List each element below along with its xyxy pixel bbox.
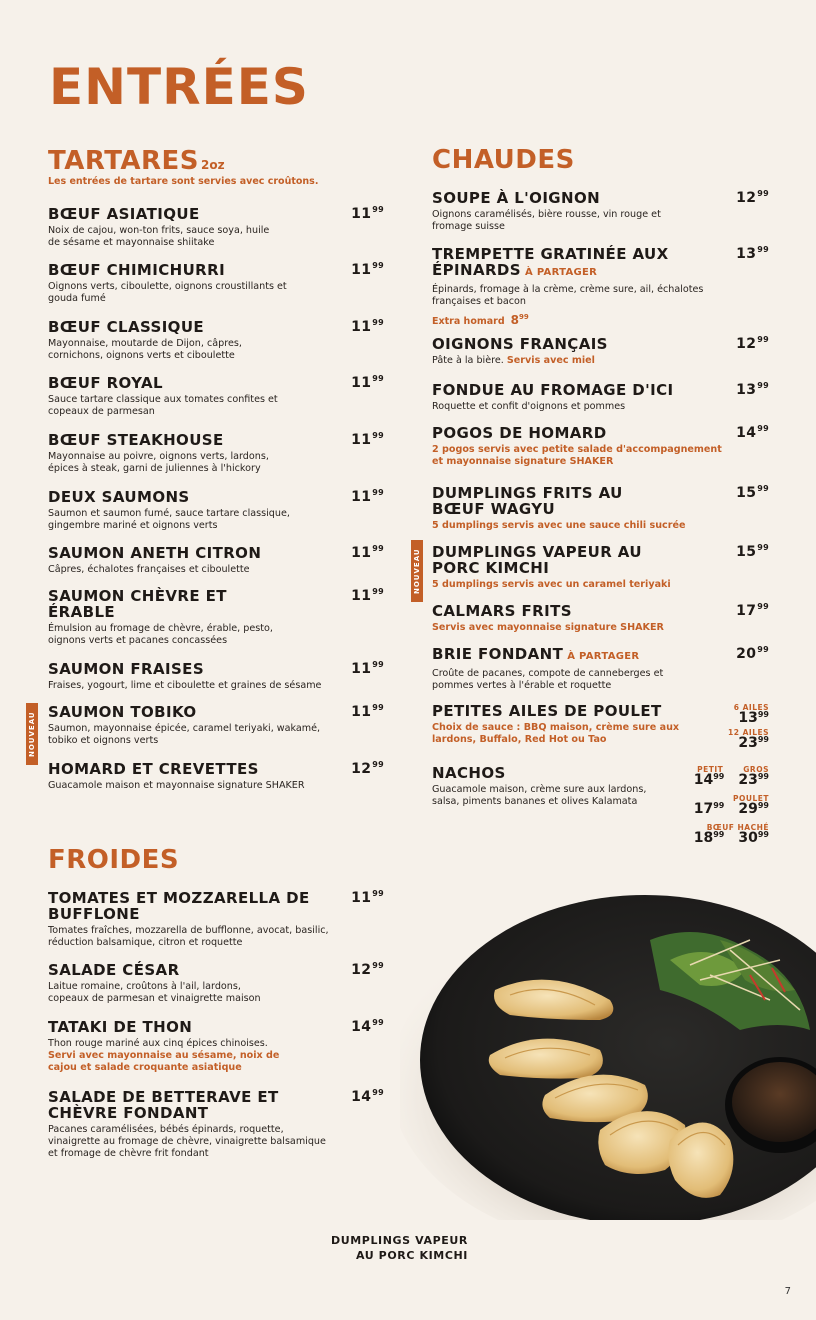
item-name: SAUMON CHÈVRE ET ÉRABLE	[48, 587, 227, 621]
menu-item	[48, 661, 384, 692]
price-main: 11	[351, 206, 372, 222]
nachos-prices	[694, 765, 769, 846]
menu-item	[48, 375, 384, 418]
menu-item	[48, 1019, 384, 1074]
price-cents: 99	[372, 544, 384, 553]
item-description: Guacamole maison, crème sure aux lardons, salsa, piments bananes et olives Kalamata	[432, 784, 647, 807]
menu-item	[432, 190, 769, 233]
menu-item	[432, 544, 769, 591]
item-name: BŒUF ASIATIQUE	[48, 205, 200, 223]
item-name: POGOS DE HOMARD	[432, 424, 607, 442]
price-cents: 99	[372, 961, 384, 970]
addon-label: Extra homard	[432, 316, 505, 327]
price-main: 11	[351, 588, 372, 604]
item-name: PETITES AILES DE POULET	[432, 702, 662, 720]
addon-price-cents: 99	[519, 313, 529, 321]
price-main: 23	[738, 772, 758, 788]
item-price	[351, 704, 384, 720]
size-label-gros: GROS	[743, 765, 769, 774]
price-cents: 99	[757, 735, 769, 744]
price-main: 17	[693, 801, 714, 817]
item-description: Fraises, yogourt, lime et ciboulette et graines de sésame	[48, 680, 322, 691]
item-name: BŒUF CLASSIQUE	[48, 318, 205, 336]
item-price	[736, 425, 769, 441]
price-cents: 99	[757, 772, 769, 781]
variant-label: BŒUF HACHÉ	[706, 823, 769, 832]
dumplings-plate-illustration	[400, 880, 816, 1220]
menu-item	[48, 761, 384, 792]
item-price	[736, 246, 769, 262]
menu-item	[432, 764, 769, 846]
price-cents: 99	[757, 710, 769, 719]
page-title: ENTRÉES	[49, 58, 309, 116]
price-main: 11	[351, 432, 372, 448]
item-name: BŒUF ROYAL	[48, 374, 163, 392]
item-name: TOMATES ET MOZZARELLA DE BUFFLONE	[48, 889, 310, 923]
price-cents: 99	[372, 374, 384, 383]
item-name: SALADE DE BETTERAVE ET CHÈVRE FONDANT	[48, 1088, 279, 1122]
price-main: 23	[738, 735, 758, 751]
item-description: Épinards, fromage à la crème, crème sure, ail, échalotes françaises et bacon	[432, 284, 704, 307]
addon-price-main: 8	[510, 313, 520, 327]
item-name: FONDUE AU FROMAGE D'ICI	[432, 381, 674, 399]
price-cents: 99	[372, 205, 384, 214]
price-main: 13	[736, 246, 757, 262]
item-accent-note: Servis avec mayonnaise signature SHAKER	[432, 622, 664, 633]
price-cents: 99	[757, 381, 769, 390]
item-description: Câpres, échalotes françaises et ciboulette	[48, 564, 250, 575]
item-price	[351, 1089, 384, 1105]
item-price	[351, 661, 384, 677]
item-price	[351, 375, 384, 391]
price-main: 20	[736, 646, 757, 662]
price-main: 14	[351, 1019, 372, 1035]
item-price	[736, 544, 769, 560]
price-cents: 99	[757, 801, 769, 810]
menu-item	[48, 962, 384, 1005]
item-accent-note: 2 pogos servis avec petite salade d'accompagnement et mayonnaise signature SHAKER	[432, 444, 722, 467]
size-label-petit: PETIT	[697, 765, 724, 774]
menu-item	[432, 646, 769, 692]
price-cents: 99	[372, 318, 384, 327]
price-cents: 99	[757, 189, 769, 198]
item-name: DUMPLINGS VAPEUR AU PORC KIMCHI	[432, 543, 642, 577]
menu-item	[432, 336, 769, 367]
menu-item	[48, 489, 384, 532]
menu-item	[48, 1089, 384, 1160]
item-description: Saumon, mayonnaise épicée, caramel teriyaki, wakamé, tobiko et oignons verts	[48, 723, 321, 746]
price-cents: 99	[757, 424, 769, 433]
price-cents: 99	[757, 645, 769, 654]
price-main: 15	[736, 544, 757, 560]
item-price	[351, 545, 384, 561]
price-main: 29	[738, 801, 758, 817]
price-main: 11	[351, 375, 372, 391]
price-main: 14	[693, 772, 714, 788]
addon-extra	[432, 313, 769, 327]
price-main: 11	[351, 262, 372, 278]
item-description: Tomates fraîches, mozzarella de bufflonne, avocat, basilic, réduction balsamique, citron et roquette	[48, 925, 329, 948]
item-price	[351, 761, 384, 777]
menu-item	[48, 432, 384, 475]
item-name: OIGNONS FRANÇAIS	[432, 335, 608, 353]
item-price	[351, 962, 384, 978]
item-name: DEUX SAUMONS	[48, 488, 190, 506]
item-name: TREMPETTE GRATINÉE AUX ÉPINARDS	[432, 245, 669, 279]
item-description: Sauce tartare classique aux tomates confites et copeaux de parmesan	[48, 394, 278, 417]
price-cents: 99	[713, 772, 725, 781]
caption-line-1: DUMPLINGS VAPEUR	[330, 1234, 468, 1247]
menu-item	[48, 545, 384, 576]
price-cents: 99	[757, 335, 769, 344]
item-description: Mayonnaise au poivre, oignons verts, lardons, épices à steak, garni de juliennes à l'hickory	[48, 451, 269, 474]
price-6-wings	[728, 710, 769, 726]
menu-item	[48, 319, 384, 362]
price-main: 12	[736, 336, 757, 352]
share-tag: À PARTAGER	[567, 651, 640, 662]
item-name: NACHOS	[432, 764, 506, 782]
item-price	[351, 890, 384, 906]
price-main: 18	[693, 830, 714, 846]
price-main: 14	[351, 1089, 372, 1105]
item-accent-note: 5 dumplings servis avec une sauce chili sucrée	[432, 520, 686, 531]
item-description: Oignons verts, ciboulette, oignons croustillants et gouda fumé	[48, 281, 287, 304]
item-price	[351, 489, 384, 505]
page-number: 7	[784, 1286, 791, 1297]
price-cents: 99	[372, 431, 384, 440]
price-main: 30	[738, 830, 758, 846]
item-description: Croûte de pacanes, compote de canneberges et pommes vertes à l'érable et roquette	[432, 668, 664, 691]
price-main: 11	[351, 545, 372, 561]
price-main: 11	[351, 890, 372, 906]
item-price	[736, 336, 769, 352]
photo-caption	[331, 1233, 468, 1263]
tartares-title-text: TARTARES	[48, 146, 200, 176]
menu-item	[432, 246, 769, 327]
menu-item	[432, 425, 769, 468]
price-main: 13	[738, 710, 758, 726]
price-main: 11	[351, 704, 372, 720]
item-price	[736, 603, 769, 619]
item-name: BRIE FONDANT	[432, 645, 564, 663]
price-petit	[694, 830, 725, 846]
item-name: SAUMON ANETH CITRON	[48, 544, 262, 562]
price-main: 11	[351, 489, 372, 505]
price-cents: 99	[757, 484, 769, 493]
nouveau-badge: NOUVEAU	[411, 540, 423, 602]
nouveau-badge: NOUVEAU	[26, 703, 38, 765]
price-main: 12	[736, 190, 757, 206]
item-name: SAUMON TOBIKO	[48, 703, 197, 721]
price-main: 12	[351, 761, 372, 777]
price-gros	[738, 801, 769, 817]
item-price	[736, 382, 769, 398]
price-cents: 99	[372, 261, 384, 270]
item-name: SAUMON FRAISES	[48, 660, 205, 678]
price-cents: 99	[372, 1018, 384, 1027]
section-title-froides: FROIDES	[48, 845, 180, 875]
price-cents: 99	[757, 602, 769, 611]
section-title-tartares	[48, 148, 225, 174]
item-accent-note: Servis avec miel	[506, 355, 595, 366]
menu-item	[432, 603, 769, 634]
menu-item	[48, 588, 384, 647]
price-cents: 99	[372, 587, 384, 596]
item-price	[351, 319, 384, 335]
item-price	[736, 485, 769, 501]
item-description: Émulsion au fromage de chèvre, érable, pesto, oignons verts et pacanes concassées	[48, 623, 273, 646]
price-12-wings	[728, 735, 769, 751]
item-description: Thon rouge mariné aux cinq épices chinoises.	[48, 1038, 268, 1049]
price-main: 14	[736, 425, 757, 441]
item-name: SOUPE À L'OIGNON	[432, 189, 601, 207]
price-cents: 99	[372, 703, 384, 712]
wings-prices	[728, 703, 769, 751]
item-name: BŒUF CHIMICHURRI	[48, 261, 226, 279]
item-accent-note: 5 dumplings servis avec un caramel teriyaki	[432, 579, 671, 590]
item-name: BŒUF STEAKHOUSE	[48, 431, 224, 449]
item-name: DUMPLINGS FRITS AU BŒUF WAGYU	[432, 484, 623, 518]
item-name: TATAKI DE THON	[48, 1018, 193, 1036]
price-gros	[738, 772, 769, 788]
price-cents: 99	[372, 488, 384, 497]
item-price	[351, 432, 384, 448]
menu-item	[432, 382, 769, 413]
item-name: SALADE CÉSAR	[48, 961, 180, 979]
item-accent-note: Choix de sauce : BBQ maison, crème sure aux lardons, Buffalo, Red Hot ou Tao	[432, 722, 680, 745]
item-description: Pacanes caramélisées, bébés épinards, roquette, vinaigrette au fromage de chèvre, vinaigrette balsamique et fromage de chèvre frit fondant	[48, 1124, 326, 1159]
item-description: Roquette et confit d'oignons et pommes	[432, 401, 626, 412]
item-price	[351, 206, 384, 222]
item-description: Mayonnaise, moutarde de Dijon, câpres, cornichons, oignons verts et ciboulette	[48, 338, 242, 361]
price-cents: 99	[372, 660, 384, 669]
item-name: HOMARD ET CREVETTES	[48, 760, 259, 778]
price-gros	[738, 830, 769, 846]
price-cents: 99	[372, 760, 384, 769]
item-price	[351, 262, 384, 278]
caption-line-2: AU PORC KIMCHI	[355, 1249, 468, 1262]
menu-item	[48, 704, 384, 747]
item-description: Laitue romaine, croûtons à l'ail, lardons, copeaux de parmesan et vinaigrette maison	[48, 981, 261, 1004]
item-description: Pâte à la bière.	[432, 355, 504, 366]
addon-price	[511, 313, 529, 327]
menu-item	[48, 206, 384, 249]
share-tag: À PARTAGER	[525, 267, 598, 278]
price-cents: 99	[713, 801, 725, 810]
item-name: CALMARS FRITS	[432, 602, 572, 620]
menu-item	[432, 485, 769, 532]
price-petit	[694, 801, 725, 817]
price-cents: 99	[757, 543, 769, 552]
price-cents: 99	[757, 245, 769, 254]
item-price	[351, 1019, 384, 1035]
price-cents: 99	[372, 889, 384, 898]
tartares-note: Les entrées de tartare sont servies avec croûtons.	[48, 176, 319, 187]
price-main: 17	[736, 603, 757, 619]
price-main: 11	[351, 319, 372, 335]
price-label: 6 AILES	[733, 703, 769, 712]
price-main: 12	[351, 962, 372, 978]
price-main: 13	[736, 382, 757, 398]
tartares-size: 2oz	[201, 158, 225, 172]
price-main: 15	[736, 485, 757, 501]
item-accent-note: Servi avec mayonnaise au sésame, noix de cajou et salade croquante asiatique	[48, 1050, 280, 1073]
menu-item	[48, 890, 384, 949]
item-price	[351, 588, 384, 604]
item-price	[736, 646, 769, 662]
price-main: 11	[351, 661, 372, 677]
item-description: Oignons caramélisés, bière rousse, vin rouge et fromage suisse	[432, 209, 661, 232]
price-cents: 99	[713, 830, 725, 839]
price-label: 12 AILES	[728, 728, 769, 737]
menu-item	[432, 702, 769, 751]
item-price	[736, 190, 769, 206]
variant-label: POULET	[733, 794, 769, 803]
section-title-chaudes: CHAUDES	[432, 145, 575, 175]
item-description: Noix de cajou, won-ton frits, sauce soya, huile de sésame et mayonnaise shiitake	[48, 225, 270, 248]
price-cents: 99	[372, 1088, 384, 1097]
item-description: Guacamole maison et mayonnaise signature SHAKER	[48, 780, 305, 791]
item-description: Saumon et saumon fumé, sauce tartare classique, gingembre mariné et oignons verts	[48, 508, 290, 531]
price-petit	[694, 772, 725, 788]
price-cents: 99	[757, 830, 769, 839]
dumplings-photo	[400, 880, 816, 1220]
menu-item	[48, 262, 384, 305]
